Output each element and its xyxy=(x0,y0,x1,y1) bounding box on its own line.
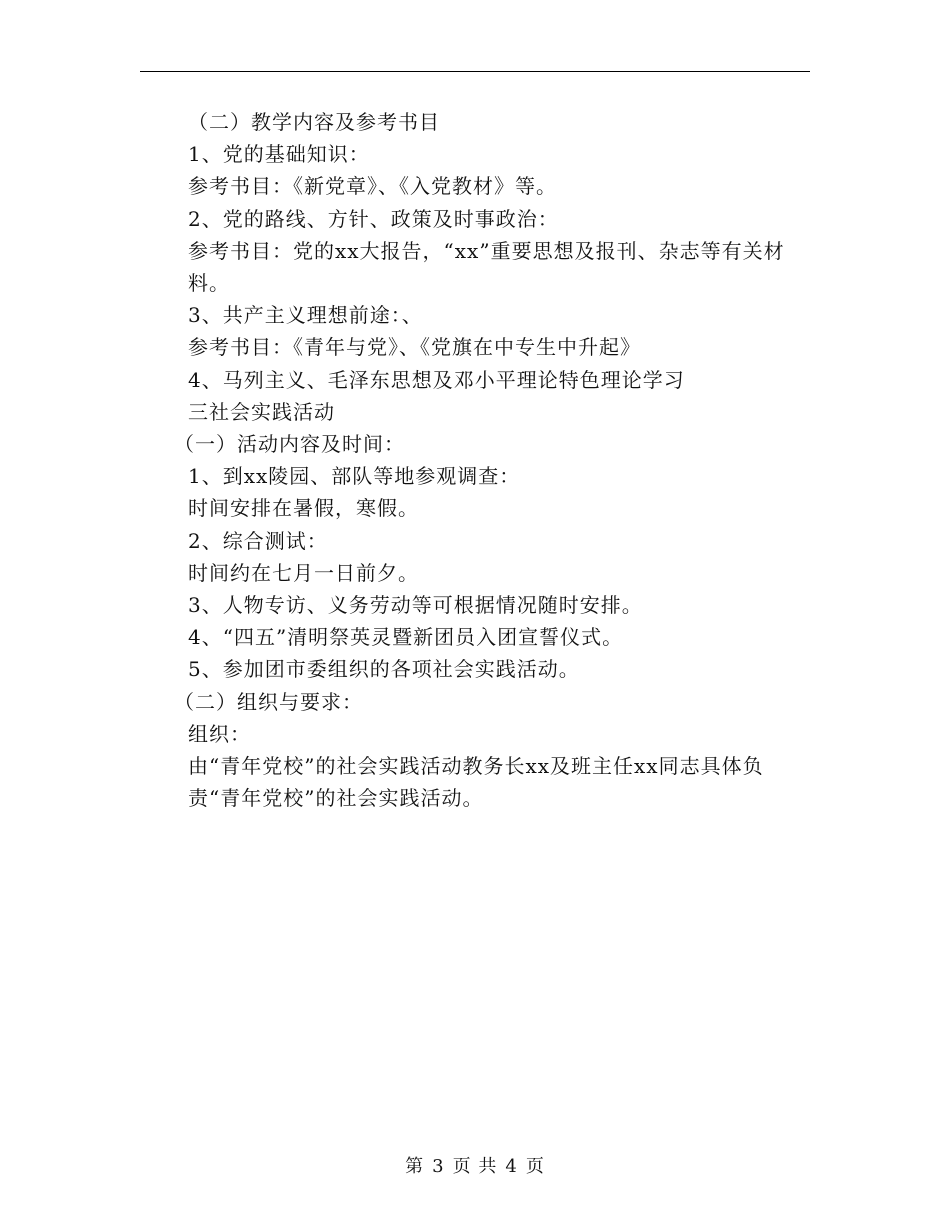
paragraph: 由“青年党校”的社会实践活动教务长xx及班主任xx同志具体负责“青年党校”的社会实践活动。 xyxy=(188,754,764,811)
page-number: 3 xyxy=(432,1156,445,1177)
section-heading: （二）教学内容及参考书目 xyxy=(188,110,440,134)
document-body xyxy=(140,106,810,814)
paragraph: 时间约在七月一日前夕。 xyxy=(188,560,419,585)
footer-prefix: 第 xyxy=(405,1156,425,1177)
reference-line: 参考书目：《青年与党》、《党旗在中专生中升起》 xyxy=(188,335,641,360)
paragraph: 组织： xyxy=(188,721,251,746)
list-item: 5、参加团市委组织的各项社会实践活动。 xyxy=(188,657,580,682)
list-item: 2、党的路线、方针、政策及时事政治： xyxy=(188,206,559,231)
list-item: 3、共产主义理想前途：、 xyxy=(188,303,423,328)
list-item: 1、到xx陵园、部队等地参观调查： xyxy=(188,464,521,489)
header-rule xyxy=(140,71,810,72)
list-item: 4、“四五”清明祭英灵暨新团员入团宣誓仪式。 xyxy=(188,625,624,650)
section-heading: 三社会实践活动 xyxy=(188,399,335,424)
list-item: 3、人物专访、义务劳动等可根据情况随时安排。 xyxy=(188,593,643,618)
page-footer xyxy=(0,1152,950,1178)
list-item: 2、综合测试： xyxy=(188,528,328,553)
footer-suffix: 页 xyxy=(525,1156,545,1177)
subsection-heading: （一）活动内容及时间： xyxy=(174,432,405,457)
list-item: 1、党的基础知识： xyxy=(188,142,370,167)
page-total: 4 xyxy=(505,1156,518,1177)
subsection-heading: （二）组织与要求： xyxy=(174,689,363,714)
paragraph: 时间安排在暑假，寒假。 xyxy=(188,496,419,521)
reference-line: 参考书目：党的xx大报告，“xx”重要思想及报刊、杂志等有关材料。 xyxy=(188,238,785,296)
reference-line: 参考书目：《新党章》、《入党教材》等。 xyxy=(188,174,557,199)
list-item: 4、马列主义、毛泽东思想及邓小平理论特色理论学习 xyxy=(188,367,685,392)
footer-mid: 页 共 xyxy=(452,1156,498,1177)
